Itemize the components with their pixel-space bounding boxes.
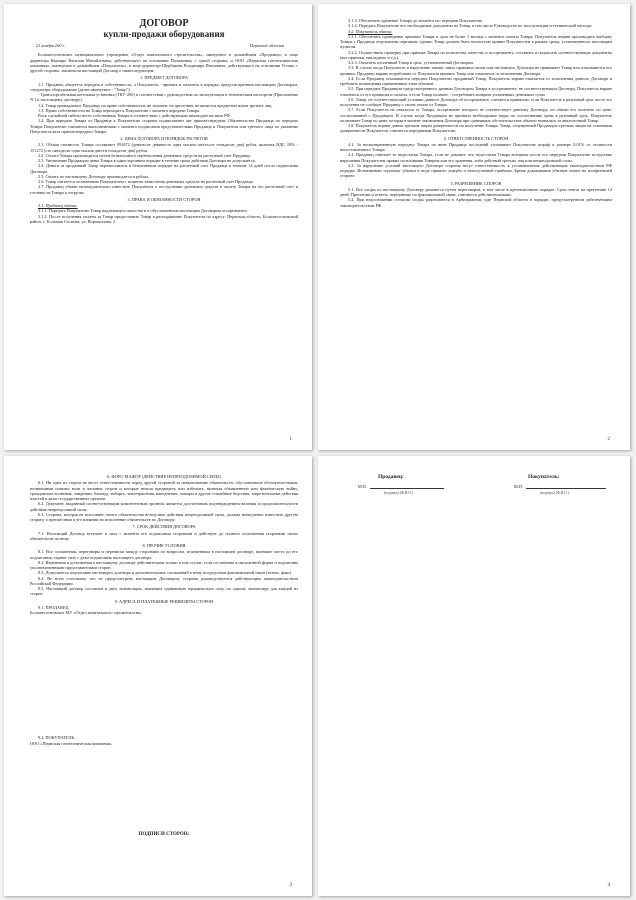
clause: 3.1.2. После получения оплаты за Товар предоставить Товар в распоряжение Покупателя по адресу: Пермская область, Большесосновский район, с. Большая Соснова, ул. Ворошилова, 2.: [30, 213, 298, 224]
clause: 2.2. Оплата Товара производится путем безналичного перечисления денежных средств на расчетный счет Продавца.: [38, 152, 252, 158]
clause: 3.8. Покупатель вправе давать третьим лицам доверенности на получение Товара. Товар, отпущенный Продавцом третьим лицам на основании доверенности Покупателя, считается переданным Покупателю.: [340, 123, 612, 134]
clause: 8.3. Допускается подписание настоящего договора и дополнительных соглашений к нему посредством факсимильной связи (телекс, факс).: [38, 570, 293, 576]
buyer-signature-line: [526, 488, 606, 489]
page-number: 1: [289, 437, 292, 442]
clause: 5.1. Все споры по настоящему Договору решаются путем переговоров, в том числе в претензионном порядке. Срок ответа на претензию 14 дней. Претензии и ответы, переданные по факсимильной связи, считаются действительными.: [340, 186, 612, 197]
clause: 6.1. Ни одна из сторон не несет ответственности перед другой стороной за невыполнение обязательств, обусловленное обстоятельствами, возникшими помимо воли и желания сторон и которые нельзя предвидеть или избежать, включая объявленную или фактическую войну, гражданские волнения, эпидемии, блокаду, эмбарго, землетрясения, наводнения, пожары и другие стихийные бедствия, запретительные действия властей и акты государственных органов.: [30, 480, 298, 501]
document-page-3: [4, 456, 312, 896]
clause: 3.1.1. Передать Покупателю Товар надлежащего качества и в обусловленном настоящим Договором ассортименте.: [38, 208, 248, 214]
clause: - Транспортабельная котельная установка (ТКУ-200) в соответствии с руководством по эксплуатации и техническим паспортом (Приложение N 1 к настоящему договору).: [30, 92, 298, 103]
clause: 2.3. Увеличение Продавцом цены Товара в одностороннем порядке в течение срока действия Договора не допускается.: [38, 158, 256, 163]
clause: 3.2.2. Осуществить проверку при приемке Товара по количеству, качеству и ассортименту, составить и подписать соответствующие документы (акт приемки, накладную и т.д.).: [340, 49, 612, 60]
section-heading: 6. ФОРС-МАЖОР (ДЕЙСТВИЕ НЕПРЕОДОЛИМОЙ СИЛЫ): [107, 474, 221, 479]
contract-city: Пермской области: [249, 43, 284, 48]
buyer-requisites-label: 9.2. ПОКУПАТЕЛЬ:: [38, 735, 76, 741]
clause: 8.1. Все соглашения, переговоры и переписка между сторонами по вопросам, изложенным в настоящем договоре, имевшие место до его подписания, теряют силу с даты подписания настоящего договора.: [30, 549, 298, 560]
intro-paragraph: Большесосновское муниципальное учреждение «Отдел капитального строительства», именуемое в дальнейшем «Продавец», в лице директора Карчиро Василия Михайловича, действующего на основании Положения, с одной стороны, и ООО «Пермская газотехническая компания», именуемое в дальнейшем «Покупатель», в лице директора Щербакова Владимира Павловича, действующего на основании Устава, с другой стороны, заключили настоящий Договор о нижеследующем:: [30, 52, 298, 73]
buyer-signature-hint: (подпись) (Ф.И.О.): [540, 491, 569, 495]
clause: 4.1. За несвоевременную передачу Товара по вине Продавца последний уплачивает Покупателю штраф в размере 0,01% от стоимости непоставленного Товара.: [340, 141, 612, 152]
document-page-4: [318, 456, 630, 896]
clause: 2.1. Общая стоимость Товара составляет 991672 (девятьсот девяносто одна тысяча шестьсот семьдесят два) рубля, включая НДС 18% - 151272 (сто пятьдесят одна тысяча двести семьдесят два) рубля.: [30, 142, 298, 153]
clause: 6.3. Сторона, которая не исполняет своего обязательства вследствие действия непреодолимой силы, должна немедленно известить другую сторону о препятствии и его влиянии на исполнение обязательств по Договору.: [30, 511, 298, 522]
clause: 3.1.3. Обеспечить хранение Товара до момента его передачи Покупателю.: [348, 18, 484, 23]
buyer-requisites: ООО «Пермская газотехническая компания»: [30, 740, 112, 746]
clause: 1.1. Продавец обязуется передать в собственность, а Покупатель - принять и оплатить в порядке, предусмотренном настоящим Договором, следующее оборудование (далее именуемое - "Товар"):: [30, 81, 298, 92]
section-heading: 7. СРОК ДЕЙСТВИЯ ДОГОВОРА: [132, 524, 196, 530]
document-page-1: [4, 4, 312, 450]
seal-place-seller: М.П.: [358, 484, 367, 489]
clause: 8.2. Изменения и дополнения к настоящему договору действительны только в том случае, если составлены в письменной форме и подписаны уполномоченными представителями сторон.: [30, 559, 298, 570]
document-subtitle: купли-продажи оборудования: [103, 29, 225, 39]
clause: 2.5. Оплата по настоящему Договору производится в рублях.: [38, 173, 150, 179]
clause: 3.5. При передаче Продавцом предусмотренного данным Договором Товара в ассортименте, не соответствующем Договору, Покупатель вправе отказаться от его принятия и оплаты, а если Товар оплачен, - потребовать возврата уплаченных денежных сумм.: [340, 86, 612, 97]
clause: 1.3. Право собственности на Товар переходит к Покупателю с момента передачи Товара.: [38, 107, 200, 113]
seller-signature-hint: (подпись) (Ф.И.О.): [384, 491, 413, 495]
section-heading: 8. ПРОЧИЕ УСЛОВИЯ: [142, 543, 186, 548]
clause: 2.7. Продавец обязан незамедлительно известить Покупателя о поступлении денежных средств в оплату Товара на его расчетный счет и готовности Товара к отгрузке.: [30, 184, 298, 195]
clause: 3.2.3. Оплатить купленный Товар в срок, установленный Договором.: [348, 60, 474, 65]
clause: 1.2. Товар принадлежит Продавцу на праве собственности, не заложен, не арестован, не является предметом исков третьих лиц.: [38, 102, 273, 108]
section-heading: 2. ЦЕНА ДОГОВОРА И ПОРЯДОК РАСЧЕТОВ: [120, 136, 208, 141]
seller-requisites: Большесосновское МУ «Отдел капитального строительства»: [30, 610, 142, 615]
buyer-signature-label: Покупатель:: [528, 474, 560, 480]
clause: 8.4. Во всем остальном, что не предусмотрено настоящим Договором, стороны руководствуются действующим законодательством Российской Федерации.: [30, 575, 298, 586]
clause: 4.2. Продавец отвечает за недостатки Товара, если не докажет, что недостатки Товара возникли после его передачи Покупателю вследствие нарушения Покупателем правил пользования Товаром или его хранения, либо действий третьих лиц или непреодолимой силы.: [340, 152, 612, 163]
date-place-row: [36, 43, 284, 48]
section-heading: 3. ПРАВА И ОБЯЗАННОСТИ СТОРОН: [127, 196, 201, 202]
clause: 3.1.4. Передать Покупателю все необходимые документы на Товар, в том числе Руководство по эксплуатации и технический паспорт.: [348, 23, 593, 29]
clause: 1.4. При передаче Товара от Продавца к Покупателю стороны подписывают акт приема-передачи. Обязательства Продавца по передаче Товара Покупателю считаются выполненными с момента подписания представителями Продавца и Покупателя или третьего лица по указанию Покупателя акта приема-передачи Товара.: [30, 118, 298, 134]
section-heading: 5. РАЗРЕШЕНИЕ СПОРОВ: [450, 180, 502, 186]
clause: 3.2.1. Обеспечить проведение приемки Товара в срок не более 1 месяца с момента оплаты Товара. Покупатель вправе производить выборку Товара у Продавца отдельными партиями, однако, Товар должен быть полностью принят Покупателем в рамках срока, установленного настоящим пунктом.: [340, 33, 612, 50]
page-number: 3: [289, 883, 292, 888]
section-heading: 9. АДРЕСА И ПЛАТЕЖНЫЕ РЕКВИЗИТЫ СТОРОН: [114, 598, 214, 604]
seller-requisites-label: 9.1. ПРОДАВЕЦ: [38, 604, 69, 610]
clause: 6.2. Документ, выданный соответствующим компетентным органом, является достаточным подтверждением наличия и продолжительности действия непреодолимой силы.: [30, 501, 298, 512]
seal-place-buyer: М.П.: [514, 484, 523, 489]
clause: 3.1. Продавец обязан:: [38, 203, 78, 208]
clause: 3.7. Если Покупатель не отказался от Товара, ассортимент которого не соответствует данному Договору, он обязан его оплатить по цене, согласованной с Продавцом. В случае когда Продавцом не приняты необходимые меры по согласованию цены в разумный срок, Покупатель оплачивает Товар по цене, которая в момент заключения Договора при сравнимых обстоятельствах обычно взималась за аналогичный Товар.: [340, 107, 612, 123]
page-number: 4: [607, 883, 610, 888]
blank-space: [30, 746, 298, 830]
clause: 8.5. Настоящий договор составлен в двух экземплярах, имеющих одинаковую юридическую силу, по одному экземпляру для каждой из сторон.: [30, 586, 298, 597]
blank-space: [30, 615, 298, 735]
clause: 5.2. При недостижении согласия споры разрешаются в Арбитражном суде Пермской области в порядке, предусмотренном действующим законодательством РФ.: [340, 197, 612, 208]
clause: 3.6. Товар, не соответствующий условию данного Договора об ассортименте, считается принятым, если Покупатель в разумный срок после его получения не сообщит Продавцу о своем отказе от Товара.: [340, 96, 612, 107]
contract-date: 21 ноября 200 г.: [36, 43, 66, 48]
section-heading: 4. ОТВЕТСТВЕННОСТЬ СТОРОН: [443, 135, 509, 141]
clause: 7.1. Настоящий Договор вступает в силу с момента его подписания сторонами и действует до полного исполнения сторонами своих обязательств по нему.: [30, 530, 298, 541]
clause: 4.3. За нарушение условий настоящего Договора стороны несут ответственность в установленном действующим законодательством РФ порядке. Возмещению подлежат убытки в виде прямого ущерба и неполученной прибыли. Бремя доказывания убытков лежит на потерпевшей стороне.: [340, 162, 612, 179]
document-page-2: [318, 4, 630, 450]
page-number: 2: [607, 437, 610, 442]
document-title: ДОГОВОР: [139, 18, 189, 29]
clause: 2.4. Деньги за проданный Товар перечисляются в безналичном порядке на расчетный счет Продавца в течение 14 дней после подписания Договора.: [30, 163, 298, 174]
clause: 3.3. В случае когда Покупатель в нарушение закона, иных правовых актов или настоящего Договора не принимает Товар или отказывается его принять, Продавец вправе потребовать от Покупателя принять Товар или отказаться от исполнения Договора.: [340, 65, 612, 76]
seller-signature-line: [370, 488, 444, 489]
clause: 3.4. Если Продавец отказывается передать Покупателю проданный Товар, Покупатель вправе отказаться от исполнения данного Договора и требовать возмещения причиненных этим убытков.: [340, 75, 612, 86]
clause: Риск случайной гибели несет собственник Товара в соответствии с действующим законодательством РФ.: [38, 113, 231, 118]
section-heading: 1. ПРЕДМЕТ ДОГОВОРА: [140, 75, 188, 81]
clause: 3.2. Покупатель обязан:: [348, 28, 393, 34]
seller-signature-label: Продавец:: [378, 474, 404, 480]
clause: 2.6. Товар считается оплаченным Покупателем с момента зачисления денежных средств на расчетный счет Продавца.: [38, 179, 254, 184]
signatures-heading: ПОДПИСИ СТОРОН:: [138, 831, 190, 837]
